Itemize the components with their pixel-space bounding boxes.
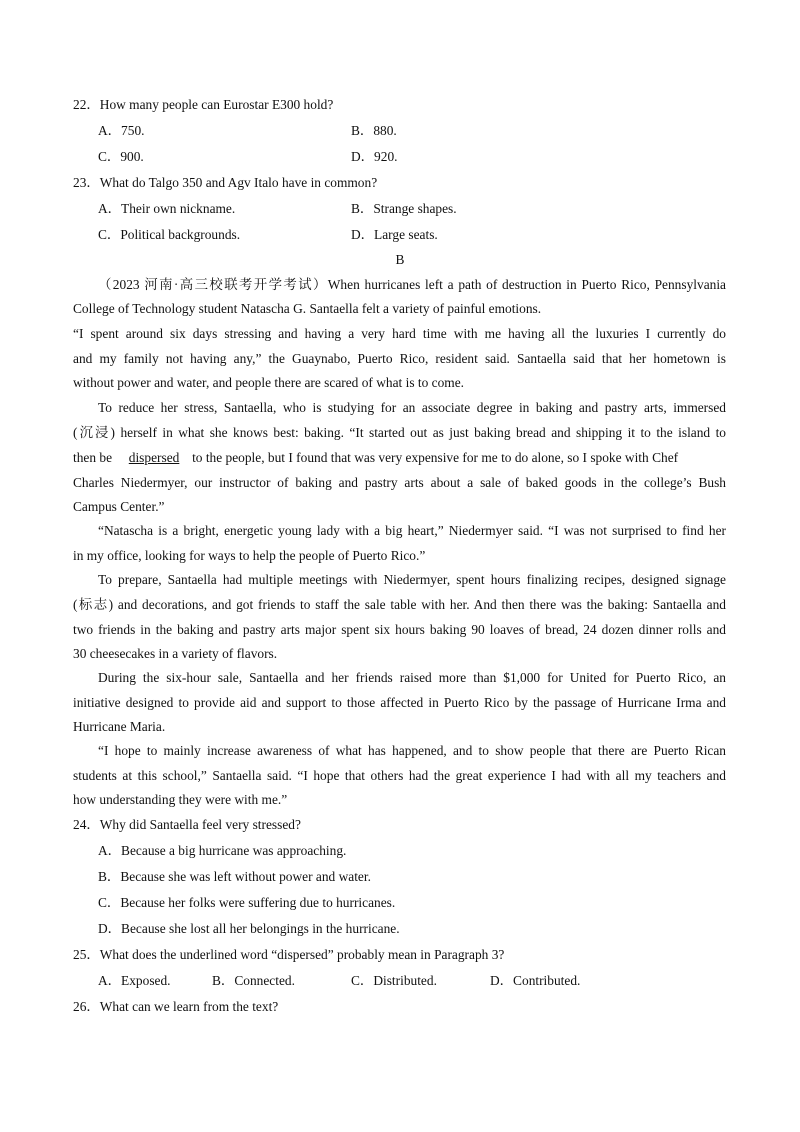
question-23-option-d: D．Large seats. — [351, 227, 438, 242]
question-24-option-c: C．Because her folks were suffering due to hurricanes. — [98, 895, 396, 910]
question-22-stem: 22．How many people can Eurostar E300 hold? — [73, 97, 334, 112]
question-22-option-a: A．750. — [98, 123, 145, 138]
question-25-option-d: D．Contributed. — [490, 973, 581, 988]
passage-line: students at this school,” Santaella said. “I hope that others had the great experience I had with all my teachers and — [73, 768, 726, 783]
passage-line: Campus Center.” — [73, 499, 165, 514]
section-heading: B — [395, 252, 405, 267]
passage-line: “I spent around six days stressing and having a very hard time with me having all the luxuries I currently do — [73, 326, 726, 341]
question-24-option-b: B．Because she was left without power and water. — [98, 869, 371, 884]
question-23-stem: 23．What do Talgo 350 and Agv Italo have in common? — [73, 175, 378, 190]
passage-line: initiative designed to provide aid and support to those affected in Puerto Rico by the passage of Hurricane Irma and — [73, 695, 726, 710]
question-26-stem: 26．What can we learn from the text? — [73, 999, 279, 1014]
question-24-stem: 24．Why did Santaella feel very stressed? — [73, 817, 301, 832]
passage-line-3 — [73, 449, 678, 467]
question-25-option-a: A．Exposed. — [98, 973, 171, 988]
passage-line: Charles Niedermyer, our instructor of baking and pastry arts about a sale of baked goods in the college’s Bush — [73, 475, 726, 490]
question-23-option-a: A．Their own nickname. — [98, 201, 236, 216]
underlined-word-dispersed: dispersed — [128, 450, 180, 465]
passage-line: in my office, looking for ways to help the people of Puerto Rico.” — [73, 548, 426, 563]
passage-line: (沉浸) herself in what she knows best: baking. “It started out as just baking bread and shipping it to the island to — [73, 425, 726, 440]
passage-line: Hurricane Maria. — [73, 719, 166, 734]
question-22-option-d: D．920. — [351, 149, 398, 164]
passage-line: (标志) and decorations, and got friends to staff the sale table with her. And then there was the baking: Santaella and — [73, 597, 726, 612]
question-25-option-c: C．Distributed. — [351, 973, 437, 988]
passage-line: and my family not having any,” the Guaynabo, Puerto Rico, resident said. Santaella said that her hometown is — [73, 351, 726, 366]
passage-line: two friends in the baking and pastry arts major spent six hours baking 90 loaves of bread, 24 dozen dinner rolls and — [73, 622, 726, 637]
question-23-option-c: C．Political backgrounds. — [98, 227, 241, 242]
question-25-stem: 25．What does the underlined word “dispersed” probably mean in Paragraph 3? — [73, 947, 505, 962]
passage-text: then be — [73, 450, 113, 465]
question-24-option-a: A．Because a big hurricane was approaching. — [98, 843, 347, 858]
question-24-option-d: D．Because she lost all her belongings in the hurricane. — [98, 921, 400, 936]
passage-line: without power and water, and people there are scared of what is to come. — [73, 375, 464, 390]
passage-line: College of Technology student Natascha G. Santaella felt a variety of painful emotions. — [73, 301, 542, 316]
passage-line: During the six-hour sale, Santaella and her friends raised more than $1,000 for United for Puerto Rico, an — [98, 670, 726, 685]
passage-line: “Natascha is a bright, energetic young lady with a big heart,” Niedermyer said. “I was not surprised to find her — [98, 523, 726, 538]
passage-line: 30 cheesecakes in a variety of flavors. — [73, 646, 278, 661]
passage-line: To reduce her stress, Santaella, who is studying for an associate degree in baking and pastry arts, immersed — [98, 400, 726, 415]
question-22-option-c: C．900. — [98, 149, 144, 164]
question-22-option-b: B．880. — [351, 123, 397, 138]
passage-line: how understanding they were with me.” — [73, 792, 288, 807]
question-25-option-b: B．Connected. — [212, 973, 295, 988]
question-23-option-b: B．Strange shapes. — [351, 201, 457, 216]
passage-line: “I hope to mainly increase awareness of what has happened, and to show people that there are Puerto Rican — [98, 743, 726, 758]
passage-text: to the people, but I found that was very expensive for me to do alone, so I spoke with Chef — [192, 450, 679, 465]
passage-line: （2023 河南·高三校联考开学考试）When hurricanes left a path of destruction in Puerto Rico, Pennsylvania — [98, 277, 726, 292]
passage-line: To prepare, Santaella had multiple meetings with Niedermyer, spent hours finalizing recipes, designed signage — [98, 572, 726, 587]
